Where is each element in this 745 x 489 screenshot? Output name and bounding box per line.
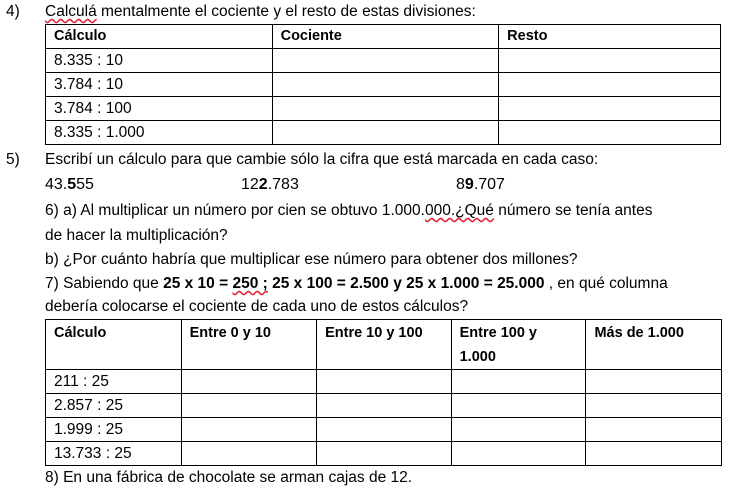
answer-cell[interactable] xyxy=(181,418,317,442)
q4-cociente-cell[interactable] xyxy=(272,73,499,97)
q4-flagged-word: Calculá xyxy=(45,3,97,20)
answer-cell[interactable] xyxy=(586,394,722,418)
q7-header-mas-1000: Más de 1.000 xyxy=(586,320,722,370)
q6-a-line2: de hacer la multiplicación? xyxy=(45,227,228,244)
q7-header-10-100: Entre 10 y 100 xyxy=(317,320,452,370)
answer-cell[interactable] xyxy=(451,442,586,466)
table-row xyxy=(46,370,722,394)
q4-table xyxy=(45,24,721,145)
q4-cociente-cell[interactable] xyxy=(272,121,499,145)
q7-header-0-10: Entre 0 y 10 xyxy=(181,320,317,370)
marked-digit: 9 xyxy=(464,176,474,193)
q7-calc-cell: 1.999 : 25 xyxy=(46,418,182,442)
q4-number: 4) xyxy=(6,3,20,20)
answer-cell[interactable] xyxy=(586,418,722,442)
answer-cell[interactable] xyxy=(317,442,452,466)
q4-resto-cell[interactable] xyxy=(499,121,721,145)
answer-cell[interactable] xyxy=(317,370,452,394)
q4-calc-cell: 3.784 : 100 xyxy=(46,97,273,121)
answer-cell[interactable] xyxy=(586,442,722,466)
q7-line2: debería colocarse el cociente de cada uno de estos cálculos? xyxy=(45,298,469,315)
q4-text-rest: mentalmente el cociente y el resto de estas divisiones: xyxy=(96,3,476,20)
table-row xyxy=(46,394,722,418)
table-row xyxy=(46,73,721,97)
q7-calc-cell: 2.857 : 25 xyxy=(46,394,182,418)
answer-cell[interactable] xyxy=(317,394,452,418)
q5-text: Escribí un cálculo para que cambie sólo la cifra que está marcada en cada caso: xyxy=(45,151,599,168)
q4-calc-cell: 3.784 : 10 xyxy=(46,73,273,97)
table-row xyxy=(46,49,721,73)
q4-resto-cell[interactable] xyxy=(499,73,721,97)
marked-digit: 2 xyxy=(258,176,268,193)
q7-calc-cell: 211 : 25 xyxy=(46,370,182,394)
q7-header-calculo: Cálculo xyxy=(46,320,182,370)
answer-cell[interactable] xyxy=(451,418,586,442)
q4-header-resto: Resto xyxy=(499,25,721,49)
table-row xyxy=(46,418,722,442)
q6-b: b) ¿Por cuánto habría que multiplicar ese número para obtener dos millones? xyxy=(45,251,578,268)
q6-a-line1: 6) a) Al multiplicar un número por cien se obtuvo 1.000.000.¿Qué número se tenía antes xyxy=(45,202,653,219)
answer-cell[interactable] xyxy=(451,394,586,418)
q4-calc-cell: 8.335 : 10 xyxy=(46,49,273,73)
q7-calc-cell: 13.733 : 25 xyxy=(46,442,182,466)
q4-resto-cell[interactable] xyxy=(499,49,721,73)
q6-flagged-text: 000.¿Qué xyxy=(424,202,494,219)
answer-cell[interactable] xyxy=(181,394,317,418)
q7-line1: 7) Sabiendo que 25 x 10 = 250 ; 25 x 100 = 2.500 y 25 x 1.000 = 25.000 , en qué columna xyxy=(45,275,668,292)
q5-number-3: 89.707 xyxy=(456,176,505,193)
table-row xyxy=(46,97,721,121)
q5-number: 5) xyxy=(6,151,20,168)
q8-text: 8) En una fábrica de chocolate se arman cajas de 12. xyxy=(45,469,413,486)
table-row xyxy=(46,442,722,466)
q4-cociente-cell[interactable] xyxy=(272,97,499,121)
marked-digit: 5 xyxy=(67,176,77,193)
q4-resto-cell[interactable] xyxy=(499,97,721,121)
answer-cell[interactable] xyxy=(317,418,452,442)
answer-cell[interactable] xyxy=(181,370,317,394)
q5-number-2: 122.783 xyxy=(241,176,299,193)
q5-number-1: 43.555 xyxy=(45,176,94,193)
answer-cell[interactable] xyxy=(586,370,722,394)
q7-flagged-text: 250 ; xyxy=(232,275,268,292)
q7-header-100-1000: Entre 100 y 1.000 xyxy=(451,320,586,370)
q4-text xyxy=(45,2,476,22)
answer-cell[interactable] xyxy=(451,370,586,394)
q4-header-cociente: Cociente xyxy=(272,25,499,49)
q4-calc-cell: 8.335 : 1.000 xyxy=(46,121,273,145)
table-row xyxy=(46,121,721,145)
answer-cell[interactable] xyxy=(181,442,317,466)
q4-header-calculo: Cálculo xyxy=(46,25,273,49)
q7-table xyxy=(45,319,722,466)
q4-cociente-cell[interactable] xyxy=(272,49,499,73)
